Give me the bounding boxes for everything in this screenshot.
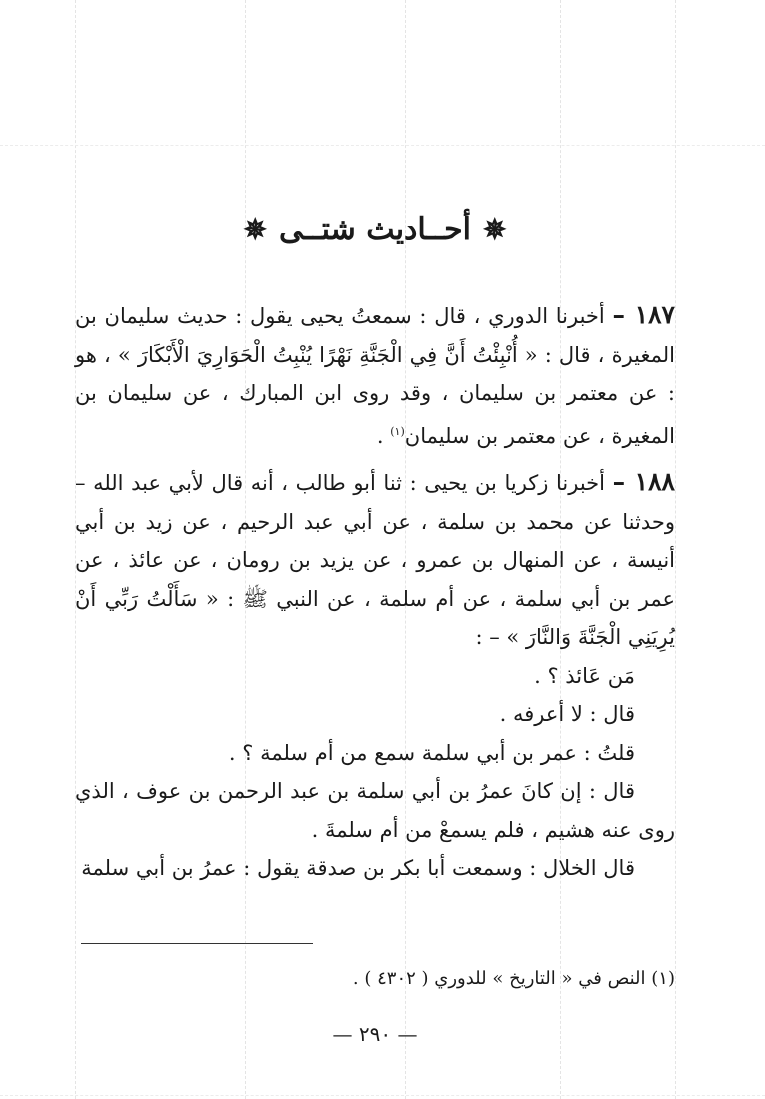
dialogue-line: قال : لا أعرفه . bbox=[499, 702, 635, 726]
footnote-reference: (١) bbox=[390, 424, 405, 438]
hadith-text: أخبرنا الدوري ، قال : سمعتُ يحيى يقول : حديث سليمان بن المغيرة ، قال : « أُنْبِئْتُ أَنَّ فِي الْجَنَّةِ نَهْرًا يُنْبِتُ الْحَوَارِيَ الْأَبْكَارَ » ، هو : عن معتمر بن سليمان ، وقد روى ابن المبارك ، عن سليمان بن المغيرة ، عن معتمر بن سليمان bbox=[75, 304, 675, 448]
heading-title: أحــاديث شتــى bbox=[279, 212, 471, 247]
star-ornament-icon: ✵ bbox=[483, 213, 507, 246]
hadith-paragraph bbox=[75, 463, 675, 657]
page-number: — ٢٩٠ — bbox=[332, 1022, 418, 1046]
footnote: (١) النص في « التاريخ » للدوري ( ٤٣٠٢ ) . bbox=[352, 968, 675, 989]
book-page bbox=[75, 0, 675, 1099]
hadith-number: ١٨٨ – bbox=[612, 467, 675, 496]
dialogue-line: مَن عَائذ ؟ . bbox=[534, 663, 635, 688]
hadith-number: ١٨٧ – bbox=[612, 300, 675, 329]
hadith-text: أخبرنا زكريا بن يحيى : ثنا أبو طالب ، أنه قال لأبي عبد الله – وحدثنا عن محمد بن سلمة ، عن أبي عبد الرحيم ، عن زيد بن أبي أنيسة ، عن المنهال بن عمرو ، عن يزيد بن رومان ، عن عائذ ، عن عمر بن أبي سلمة ، عن أم سلمة ، عن النبي ﷺ : « سَأَلْتُ رَبِّي أَنْ يُرِيَنِي الْجَنَّةَ وَالنَّارَ » – : bbox=[75, 471, 675, 649]
dialogue-line: قال : إن كانَ عمرُ بن أبي سلمة بن عبد الرحمن بن عوف ، الذي روى عنه هشيم ، فلم يسمعْ من أم سلمةَ . bbox=[75, 779, 675, 842]
hadith-paragraph bbox=[75, 296, 675, 455]
hadith-text-end: . bbox=[376, 423, 391, 448]
guide-line bbox=[675, 0, 676, 1099]
footnote-divider bbox=[81, 943, 313, 944]
dialogue-line: قلتُ : عمر بن أبي سلمة سمع من أم سلمة ؟ . bbox=[228, 740, 635, 765]
section-heading bbox=[75, 212, 675, 247]
dialogue-line: قال الخلال : وسمعت أبا بكر بن صدقة يقول : عمرُ بن أبي سلمة bbox=[81, 856, 635, 880]
body-text bbox=[75, 296, 675, 888]
star-ornament-icon: ✵ bbox=[243, 213, 268, 246]
